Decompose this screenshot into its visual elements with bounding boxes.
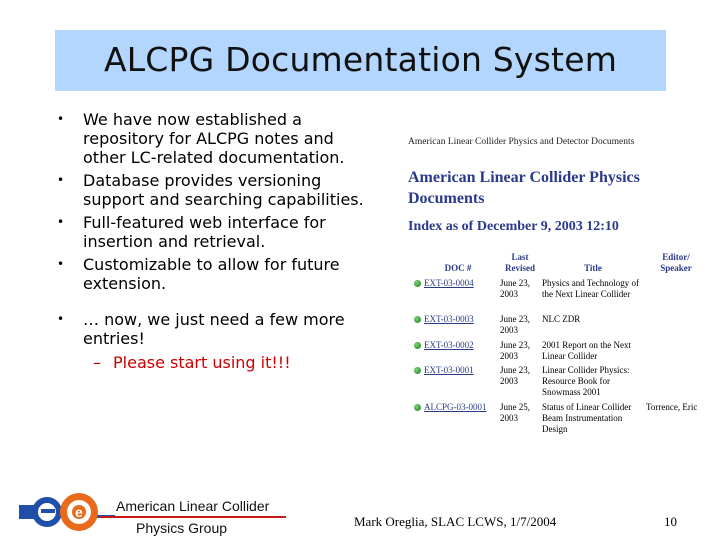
bullet-text: Database provides versioning support and searching capabilities.: [83, 171, 364, 209]
column-header-doc: DOC #: [444, 263, 472, 273]
status-dot-icon: [414, 367, 421, 374]
logo-line-2: Physics Group: [136, 520, 228, 536]
bullet-item: [50, 110, 370, 167]
site-header: American Linear Collider Physics and Detector Documents: [408, 137, 635, 147]
bullet-item: [50, 255, 370, 293]
row-title: Linear Collider Physics: Resource Book for Snowmass 2001: [542, 365, 630, 397]
row-title: Status of Linear Collider Beam Instrumentation Design: [542, 402, 632, 434]
bullet-dot-icon: •: [57, 112, 65, 126]
documents-screenshot: [404, 130, 706, 440]
row-title: Physics and Technology of the Next Linear Collider: [542, 278, 639, 299]
footer-credit: Mark Oreglia, SLAC LCWS, 1/7/2004: [354, 514, 557, 529]
bullet-text: Customizable to allow for future extension.: [83, 255, 340, 293]
bullet-text: … now, we just need a few more entries!: [83, 310, 345, 348]
doc-link[interactable]: EXT-03-0001: [424, 365, 474, 375]
dash-icon: –: [93, 353, 101, 372]
bullet-item: [50, 213, 370, 251]
row-title: NLC ZDR: [542, 314, 581, 324]
svg-text:e: e: [75, 504, 83, 520]
logo-text: [116, 498, 269, 536]
status-dot-icon: [414, 342, 421, 349]
bullet-dot-icon: •: [57, 173, 65, 187]
status-dot-icon: [414, 316, 421, 323]
sub-bullet-item: [50, 352, 370, 374]
bullet-text: We have now established a repository for ALCPG notes and other LC-related documentation.: [83, 110, 345, 167]
row-date: June 23, 2003: [500, 340, 530, 361]
index-date-label: Index as of December 9, 2003 12:10: [408, 219, 619, 234]
doc-link[interactable]: EXT-03-0002: [424, 340, 474, 350]
doc-link[interactable]: EXT-03-0003: [424, 314, 474, 324]
column-header-title: Title: [584, 263, 602, 273]
row-date: June 23, 2003: [500, 278, 530, 299]
status-dot-icon: [414, 280, 421, 287]
bullet-dot-icon: •: [57, 257, 65, 271]
doc-link[interactable]: EXT-03-0004: [424, 278, 474, 288]
doc-link[interactable]: ALCPG-03-0001: [424, 402, 487, 412]
row-speaker: Torrence, Eric: [646, 402, 698, 412]
page-number: 10: [664, 514, 677, 529]
logo-line-1: American Linear Collider: [116, 498, 270, 514]
bullet-text: Full-featured web interface for insertion and retrieval.: [83, 213, 326, 251]
documents-heading: American Linear Collider Physics Documents: [408, 169, 640, 207]
column-header-revised: Last Revised: [505, 252, 535, 273]
bullet-item: [50, 171, 370, 209]
row-date: June 23, 2003: [500, 365, 530, 386]
row-title: 2001 Report on the Next Linear Collider: [542, 340, 631, 361]
bullet-list: [50, 110, 370, 374]
column-header-speaker: Editor/ Speaker: [660, 252, 692, 273]
sub-bullet-text: Please start using it!!!: [113, 353, 291, 372]
row-date: June 23, 2003: [500, 314, 530, 335]
row-date: June 25, 2003: [500, 402, 530, 423]
status-dot-icon: [414, 404, 421, 411]
bullet-dot-icon: •: [57, 312, 65, 326]
bullet-item: [50, 310, 370, 348]
slide-title: ALCPG Documentation System: [103, 40, 618, 79]
bullet-dot-icon: •: [57, 215, 65, 229]
title-bar: [55, 30, 666, 91]
